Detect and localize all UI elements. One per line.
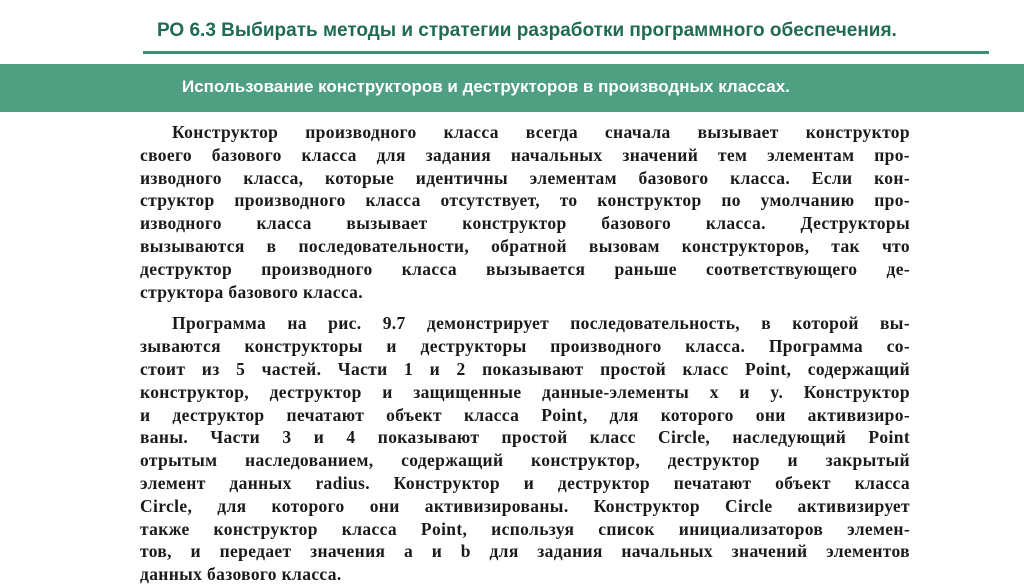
text-line: своего базового класса для задания начальных значений тем элементам про- bbox=[140, 144, 910, 165]
title-divider bbox=[143, 51, 989, 54]
text-line: изводного класса вызывает конструктор базового класса. Деструкторы bbox=[140, 213, 910, 234]
text-line: вызываются в последовательности, обратной вызовам конструкторов, так что bbox=[140, 235, 910, 256]
text-line: ваны. Части 3 и 4 показывают простой класс Circle, наследующий Point bbox=[140, 427, 910, 448]
text-line: деструктор производного класса вызывается раньше соответствующего де- bbox=[140, 258, 910, 279]
text-line: и деструктор печатают объект класса Point, для которого они активизиро- bbox=[140, 404, 910, 425]
text-line: зываются конструкторы и деструкторы производного класса. Программа со- bbox=[140, 336, 910, 357]
subtitle-band bbox=[0, 64, 1024, 112]
text-line: Программа на рис. 9.7 демонстрирует последовательность, в которой вы- bbox=[172, 313, 910, 334]
text-line: отрытым наследованием, содержащий конструктор, деструктор и закрытый bbox=[140, 450, 910, 471]
text-line: изводного класса, которые идентичны элементам базового класса. Если кон- bbox=[140, 167, 910, 188]
text-line: стоит из 5 частей. Части 1 и 2 показывают простой класс Point, содержащий bbox=[140, 358, 910, 379]
text-line: конструктор, деструктор и защищенные данные-элементы x и y. Конструктор bbox=[140, 381, 910, 402]
text-line: Circle, для которого они активизированы. Конструктор Circle активизирует bbox=[140, 495, 910, 516]
text-line: также конструктор класса Point, используя список инициализаторов элемен- bbox=[140, 518, 910, 539]
subtitle: Использование конструкторов и деструкторов в производных классах. bbox=[182, 77, 790, 96]
body-text bbox=[140, 121, 910, 586]
text-line: структора базового класса. bbox=[140, 281, 363, 302]
text-line: структор производного класса отсутствует, то конструктор по умолчанию про- bbox=[140, 190, 910, 211]
text-line: тов, и передает значения a и b для задания начальных значений элементов bbox=[140, 541, 910, 562]
text-line: Конструктор производного класса всегда сначала вызывает конструктор bbox=[172, 122, 910, 142]
text-line: элемент данных radius. Конструктор и деструктор печатают объект класса bbox=[140, 472, 910, 493]
text-line: данных базового класса. bbox=[140, 564, 342, 585]
page-title: РО 6.3 Выбирать методы и стратегии разработки программного обеспечения. bbox=[157, 20, 897, 41]
